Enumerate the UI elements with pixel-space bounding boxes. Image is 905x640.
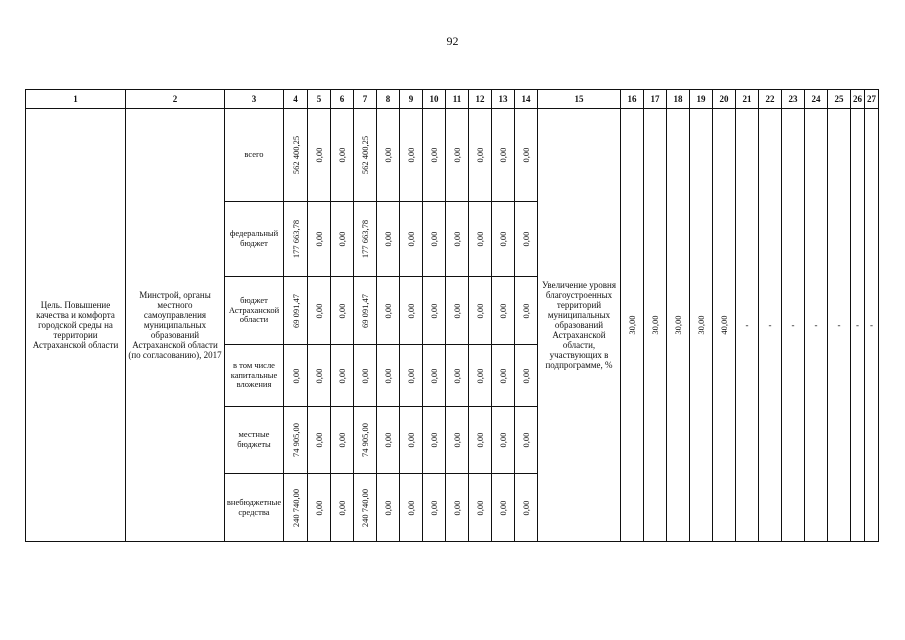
amount-value: 0,00 (337, 147, 347, 163)
amount-value: 0,00 (314, 432, 324, 448)
header-cell: 7 (354, 90, 377, 109)
amount-value: 0,00 (383, 147, 393, 163)
amount-value: 0,00 (521, 432, 531, 448)
amount-cell (354, 474, 377, 542)
budget-table (25, 89, 879, 542)
funding-source-cell: бюджет Астраханской области (225, 277, 284, 345)
amount-value: 0,00 (498, 147, 508, 163)
amount-value: 0,00 (429, 147, 439, 163)
header-cell: 16 (621, 90, 644, 109)
amount-cell (469, 109, 492, 202)
amount-value: 0,00 (521, 147, 531, 163)
amount-value: 0,00 (521, 500, 531, 515)
target-value: 30,00 (696, 315, 706, 335)
amount-cell (308, 277, 331, 345)
amount-value: 562 400,25 (360, 135, 370, 175)
amount-value: 0,00 (314, 147, 324, 163)
amount-value: 0,00 (521, 368, 531, 383)
amount-value: 0,00 (452, 432, 462, 448)
header-cell: 3 (225, 90, 284, 109)
header-cell: 14 (515, 90, 538, 109)
amount-cell (515, 474, 538, 542)
target-value: 30,00 (627, 315, 637, 335)
amount-cell (377, 407, 400, 474)
funding-source-cell: в том числе капитальные вложения (225, 345, 284, 407)
amount-cell (284, 202, 308, 277)
amount-cell (354, 407, 377, 474)
amount-value: 0,00 (406, 432, 416, 448)
target-value: 30,00 (673, 315, 683, 335)
amount-cell (400, 345, 423, 407)
funding-source-cell: всего (225, 109, 284, 202)
amount-cell (423, 474, 446, 542)
amount-cell (492, 277, 515, 345)
amount-value: 0,00 (406, 500, 416, 515)
header-cell: 2 (126, 90, 225, 109)
amount-cell (469, 277, 492, 345)
target-value-cell (667, 109, 690, 542)
table-row (26, 109, 879, 202)
amount-value: 74 905,00 (360, 423, 370, 457)
header-row (26, 90, 879, 109)
indicator-cell: Увеличение уровня благоустроенных территорий муниципальных образований Астраханской области, участвующих в подпрограмме, % (538, 109, 621, 542)
amount-value: 0,00 (475, 368, 485, 383)
amount-value: 0,00 (314, 303, 324, 318)
amount-cell (308, 407, 331, 474)
amount-value: 0,00 (337, 303, 347, 318)
amount-cell (492, 345, 515, 407)
header-cell: 10 (423, 90, 446, 109)
funding-source-cell: внебюджетные средства (225, 474, 284, 542)
amount-cell (515, 407, 538, 474)
executor-cell: Минстрой, органы местного самоуправления муниципальных образований Астраханской области (по согласованию), 2017 (126, 109, 225, 542)
goal-cell: Цель. Повышение качества и комфорта городской среды на территории Астраханской области (26, 109, 126, 542)
amount-value: 0,00 (452, 231, 462, 247)
target-value-cell (644, 109, 667, 542)
amount-cell (400, 202, 423, 277)
amount-cell (423, 407, 446, 474)
amount-cell (492, 474, 515, 542)
amount-value: 0,00 (360, 368, 370, 383)
header-cell: 22 (759, 90, 782, 109)
target-value: 30,00 (650, 315, 660, 335)
amount-value: 0,00 (337, 231, 347, 247)
amount-value: 0,00 (498, 303, 508, 318)
page-number: 92 (446, 34, 459, 48)
target-value-cell (621, 109, 644, 542)
funding-source-cell: местные бюджеты (225, 407, 284, 474)
header-cell: 11 (446, 90, 469, 109)
amount-cell (284, 277, 308, 345)
amount-cell (331, 407, 354, 474)
amount-value: 0,00 (406, 303, 416, 318)
header-cell: 19 (690, 90, 713, 109)
target-empty-cell: - (805, 109, 828, 542)
amount-cell (423, 202, 446, 277)
amount-value: 0,00 (406, 368, 416, 383)
header-cell: 23 (782, 90, 805, 109)
amount-cell (377, 202, 400, 277)
amount-cell (492, 109, 515, 202)
amount-value: 0,00 (383, 432, 393, 448)
target-empty-cell: - (782, 109, 805, 542)
amount-cell (308, 474, 331, 542)
amount-value: 0,00 (452, 500, 462, 515)
amount-value: 0,00 (337, 368, 347, 383)
amount-cell (446, 407, 469, 474)
amount-cell (284, 407, 308, 474)
amount-cell (331, 345, 354, 407)
header-cell: 4 (284, 90, 308, 109)
amount-value: 0,00 (475, 303, 485, 318)
header-cell: 15 (538, 90, 621, 109)
amount-value: 0,00 (314, 368, 324, 383)
header-cell: 21 (736, 90, 759, 109)
amount-cell (354, 109, 377, 202)
amount-value: 0,00 (475, 231, 485, 247)
target-empty-cell: - (851, 109, 865, 542)
amount-value: 177 663,78 (360, 219, 370, 259)
header-cell: 6 (331, 90, 354, 109)
header-cell: 1 (26, 90, 126, 109)
amount-cell (400, 277, 423, 345)
amount-value: 177 663,78 (290, 219, 301, 259)
amount-cell (423, 277, 446, 345)
amount-value: 0,00 (314, 231, 324, 247)
amount-cell (331, 202, 354, 277)
amount-value: 0,00 (521, 303, 531, 318)
target-value-cell (713, 109, 736, 542)
funding-source-cell: федеральный бюджет (225, 202, 284, 277)
header-cell: 25 (828, 90, 851, 109)
amount-value: 0,00 (314, 500, 324, 515)
amount-cell (423, 109, 446, 202)
amount-value: 0,00 (383, 303, 393, 318)
amount-value: 0,00 (521, 231, 531, 247)
amount-value: 0,00 (406, 147, 416, 163)
header-cell: 26 (851, 90, 865, 109)
target-empty-cell: - (759, 109, 782, 542)
amount-value: 562 400,25 (290, 135, 301, 175)
amount-cell (284, 345, 308, 407)
amount-cell (515, 345, 538, 407)
amount-cell (446, 109, 469, 202)
amount-cell (377, 109, 400, 202)
amount-cell (308, 202, 331, 277)
header-cell: 13 (492, 90, 515, 109)
amount-cell (284, 474, 308, 542)
target-value-cell (690, 109, 713, 542)
header-cell: 9 (400, 90, 423, 109)
amount-value: 0,00 (452, 147, 462, 163)
header-cell: 27 (865, 90, 879, 109)
amount-value: 0,00 (498, 231, 508, 247)
amount-cell (331, 474, 354, 542)
header-cell: 20 (713, 90, 736, 109)
amount-cell (377, 345, 400, 407)
target-empty-cell: - (828, 109, 851, 542)
amount-value: 0,00 (498, 368, 508, 383)
header-cell: 17 (644, 90, 667, 109)
amount-cell (377, 474, 400, 542)
amount-value: 240 740,00 (360, 488, 370, 527)
amount-value: 0,00 (337, 432, 347, 448)
amount-cell (515, 202, 538, 277)
amount-cell (400, 407, 423, 474)
amount-cell (308, 345, 331, 407)
header-cell: 24 (805, 90, 828, 109)
amount-value: 240 740,00 (290, 488, 301, 527)
amount-cell (377, 277, 400, 345)
amount-value: 0,00 (475, 432, 485, 448)
amount-cell (446, 277, 469, 345)
amount-value: 0,00 (383, 500, 393, 515)
amount-cell (331, 277, 354, 345)
amount-value: 0,00 (429, 231, 439, 247)
target-empty-cell: - (865, 109, 879, 542)
amount-value: 69 091,47 (290, 293, 301, 328)
amount-value: 0,00 (475, 500, 485, 515)
amount-value: 0,00 (406, 231, 416, 247)
amount-value: 0,00 (452, 368, 462, 383)
amount-cell (400, 474, 423, 542)
amount-value: 0,00 (452, 303, 462, 318)
amount-value: 0,00 (429, 500, 439, 515)
amount-cell (400, 109, 423, 202)
amount-value: 0,00 (475, 147, 485, 163)
amount-cell (492, 202, 515, 277)
amount-value: 0,00 (498, 432, 508, 448)
amount-value: 0,00 (383, 368, 393, 383)
amount-cell (469, 407, 492, 474)
amount-cell (446, 474, 469, 542)
amount-cell (354, 345, 377, 407)
amount-cell (469, 474, 492, 542)
amount-cell (354, 277, 377, 345)
amount-value: 0,00 (429, 368, 439, 383)
amount-cell (284, 109, 308, 202)
amount-cell (492, 407, 515, 474)
amount-cell (469, 202, 492, 277)
amount-cell (423, 345, 446, 407)
amount-value: 0,00 (337, 500, 347, 515)
header-cell: 8 (377, 90, 400, 109)
amount-cell (331, 109, 354, 202)
amount-value: 0,00 (429, 432, 439, 448)
amount-value: 74 905,00 (290, 423, 301, 457)
amount-value: 0,00 (290, 368, 301, 383)
amount-value: 0,00 (498, 500, 508, 515)
amount-value: 0,00 (383, 231, 393, 247)
amount-cell (308, 109, 331, 202)
amount-value: 69 091,47 (360, 293, 370, 328)
target-value: 40,00 (719, 315, 729, 335)
amount-cell (469, 345, 492, 407)
amount-value: 0,00 (429, 303, 439, 318)
amount-cell (354, 202, 377, 277)
amount-cell (446, 202, 469, 277)
header-cell: 5 (308, 90, 331, 109)
target-empty-cell: - (736, 109, 759, 542)
header-cell: 12 (469, 90, 492, 109)
amount-cell (515, 277, 538, 345)
amount-cell (515, 109, 538, 202)
header-cell: 18 (667, 90, 690, 109)
amount-cell (446, 345, 469, 407)
